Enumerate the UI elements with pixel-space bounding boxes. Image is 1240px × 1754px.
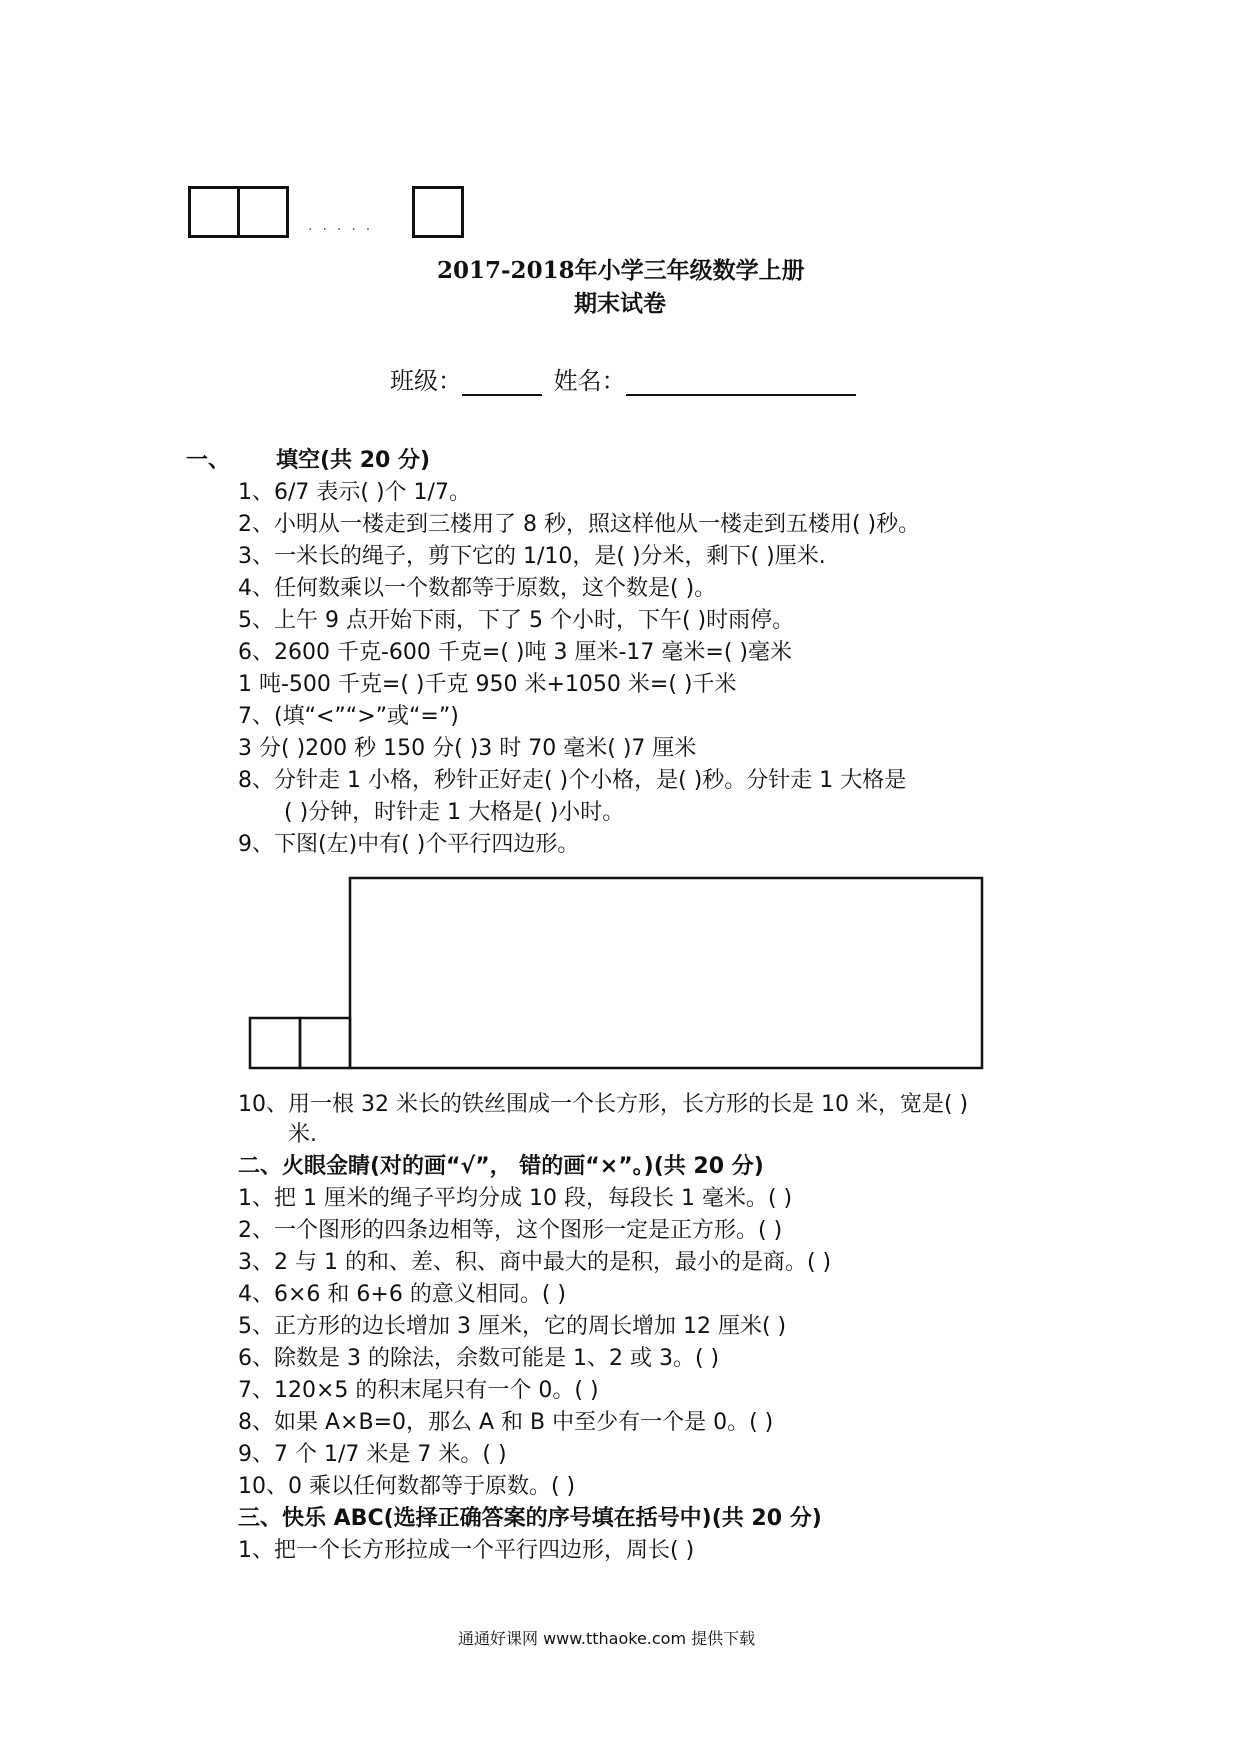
s1-item-1: 1、6/7 表示( )个 1/7。 bbox=[238, 480, 471, 505]
s1-item-2: 2、小明从一楼走到三楼用了 8 秒，照这样他从一楼走到五楼用( )秒。 bbox=[238, 512, 921, 537]
figure-small-square-1 bbox=[250, 1018, 300, 1068]
s1-item-3: 3、一米长的绳子，剪下它的 1/10，是( )分米，剩下( )厘米. bbox=[238, 544, 826, 569]
figure-large-rectangle bbox=[350, 878, 982, 1068]
s1-item-7-compare: 3 分( )200 秒 150 分( )3 时 70 毫米( )7 厘米 bbox=[238, 736, 697, 761]
class-label: 班级： bbox=[390, 367, 462, 395]
section1-number: 一、 bbox=[186, 448, 231, 473]
header-dots: ····· bbox=[308, 222, 381, 238]
s1-item-8b: ( )分钟，时针走 1 大格是( )小时。 bbox=[284, 800, 625, 825]
page-title: 2017-2018年小学三年级数学上册 bbox=[437, 257, 805, 284]
s1-item-10b: 米. bbox=[288, 1122, 317, 1147]
s2-item-8: 8、如果 A×B=0，那么 A 和 B 中至少有一个是 0。( ) bbox=[238, 1410, 774, 1435]
s2-item-5: 5、正方形的边长增加 3 厘米，它的周长增加 12 厘米( ) bbox=[238, 1314, 787, 1339]
section1-heading: 填空(共 20 分) bbox=[276, 448, 431, 473]
s2-item-3: 3、2 与 1 的和、差、积、商中最大的是积，最小的是商。( ) bbox=[238, 1250, 832, 1275]
s2-item-4: 4、6×6 和 6+6 的意义相同。( ) bbox=[238, 1282, 566, 1307]
s1-item-6a: 6、2600 千克-600 千克=( )吨 3 厘米-17 毫米=( )毫米 bbox=[238, 640, 792, 665]
page-subtitle: 期末试卷 bbox=[574, 290, 666, 317]
s1-item-7: 7、(填“<”“>”或“=”) bbox=[238, 704, 459, 729]
section3-heading: 三、快乐 ABC(选择正确答案的序号填在括号中)(共 20 分) bbox=[238, 1506, 822, 1531]
s1-item-10a: 10、用一根 32 米长的铁丝围成一个长方形，长方形的长是 10 米，宽是( ) bbox=[238, 1092, 969, 1117]
figure-small-square-2 bbox=[300, 1018, 350, 1068]
s1-item-9: 9、下图(左)中有( )个平行四边形。 bbox=[238, 832, 580, 857]
section2-heading: 二、火眼金睛(对的画“√”， 错的画“×”。)(共 20 分) bbox=[238, 1154, 764, 1179]
s2-item-10: 10、0 乘以任何数都等于原数。( ) bbox=[238, 1474, 576, 1499]
footer-text: 通通好课网 www.tthaoke.com 提供下载 bbox=[458, 1629, 756, 1648]
s2-item-7: 7、120×5 的积末尾只有一个 0。( ) bbox=[238, 1378, 599, 1403]
s1-item-5: 5、上午 9 点开始下雨，下了 5 个小时，下午( )时雨停。 bbox=[238, 608, 795, 633]
s1-item-8a: 8、分针走 1 小格，秒针正好走( )个小格，是( )秒。分针走 1 大格是 bbox=[238, 768, 907, 793]
s3-item-1: 1、把一个长方形拉成一个平行四边形，周长( ) bbox=[238, 1538, 695, 1563]
s1-item-4: 4、任何数乘以一个数都等于原数，这个数是( )。 bbox=[238, 576, 717, 601]
s2-item-6: 6、除数是 3 的除法，余数可能是 1、2 或 3。( ) bbox=[238, 1346, 720, 1371]
s2-item-1: 1、把 1 厘米的绳子平均分成 10 段，每段长 1 毫米。( ) bbox=[238, 1186, 793, 1211]
s2-item-2: 2、一个图形的四条边相等，这个图形一定是正方形。( ) bbox=[238, 1218, 783, 1243]
s2-item-9: 9、7 个 1/7 米是 7 米。( ) bbox=[238, 1442, 507, 1467]
s1-item-6b: 1 吨-500 千克=( )千克 950 米+1050 米=( )千米 bbox=[238, 672, 737, 697]
name-label: 姓名： bbox=[553, 367, 626, 395]
